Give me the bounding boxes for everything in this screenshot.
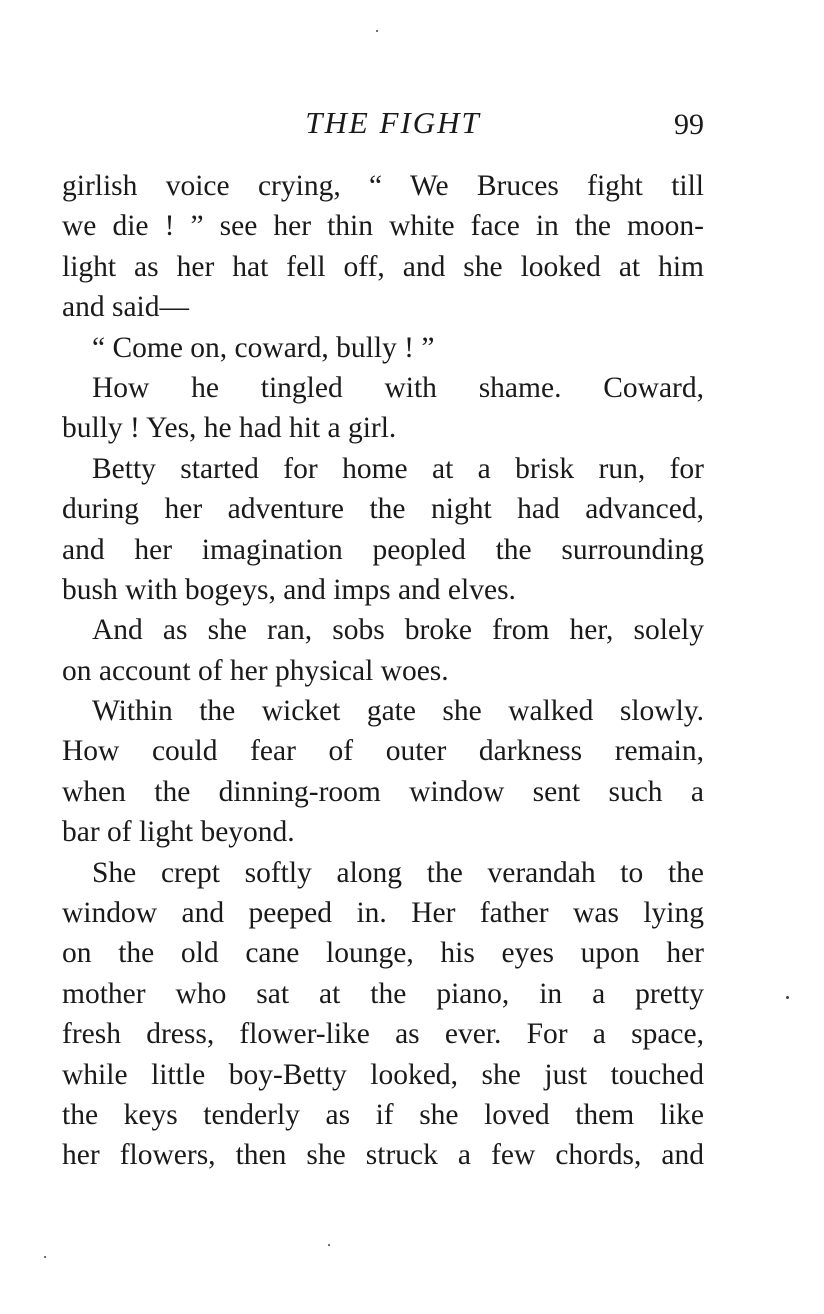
text-line: while little boy-Betty looked, she just touched [62, 1058, 704, 1091]
text-line: light as her hat fell off, and she looked at him [62, 250, 704, 283]
text-line: bush with bogeys, and imps and elves. [62, 573, 516, 606]
text-line: Betty started for home at a brisk run, for [92, 452, 704, 485]
text-line: fresh dress, flower-like as ever. For a space, [62, 1018, 704, 1051]
text-line: She crept softly along the verandah to the [92, 856, 704, 889]
text-line: girlish voice crying, “ We Bruces fight till [62, 170, 704, 202]
paper-speck [376, 30, 378, 32]
text-line: How he tingled with shame. Coward, [92, 371, 704, 404]
text-line: and said— [62, 291, 189, 324]
text-line: And as she ran, sobs broke from her, solely [92, 614, 704, 647]
text-line: when the dinning-room window sent such a [62, 775, 704, 808]
text-line: bully ! Yes, he had hit a girl. [62, 412, 397, 445]
body-text [62, 166, 704, 1176]
text-line: mother who sat at the piano, in a pretty [62, 977, 704, 1010]
text-line: window and peeped in. Her father was lying [62, 897, 704, 930]
paper-speck [44, 1256, 46, 1258]
text-line: and her imagination peopled the surrounding [62, 533, 704, 566]
text-line: during her adventure the night had advanced, [62, 493, 704, 526]
text-line: “ Come on, coward, bully ! ” [92, 331, 435, 364]
text-line: on the old cane lounge, his eyes upon her [62, 937, 704, 970]
paper-speck [328, 1244, 330, 1246]
text-line: on account of her physical woes. [62, 654, 449, 687]
text-line: Within the wicket gate she walked slowly. [92, 695, 704, 728]
text-line: we die ! ” see her thin white face in the moon- [62, 210, 704, 243]
chapter-title: THE FIGHT [305, 105, 481, 140]
text-line: How could fear of outer darkness remain, [62, 735, 704, 768]
text-line: bar of light beyond. [62, 816, 295, 849]
running-header [62, 103, 704, 143]
paper-speck [786, 996, 789, 999]
page-number: 99 [674, 108, 704, 141]
text-line: the keys tenderly as if she loved them like [62, 1098, 704, 1131]
text-line: her flowers, then she struck a few chords, and [62, 1139, 704, 1172]
